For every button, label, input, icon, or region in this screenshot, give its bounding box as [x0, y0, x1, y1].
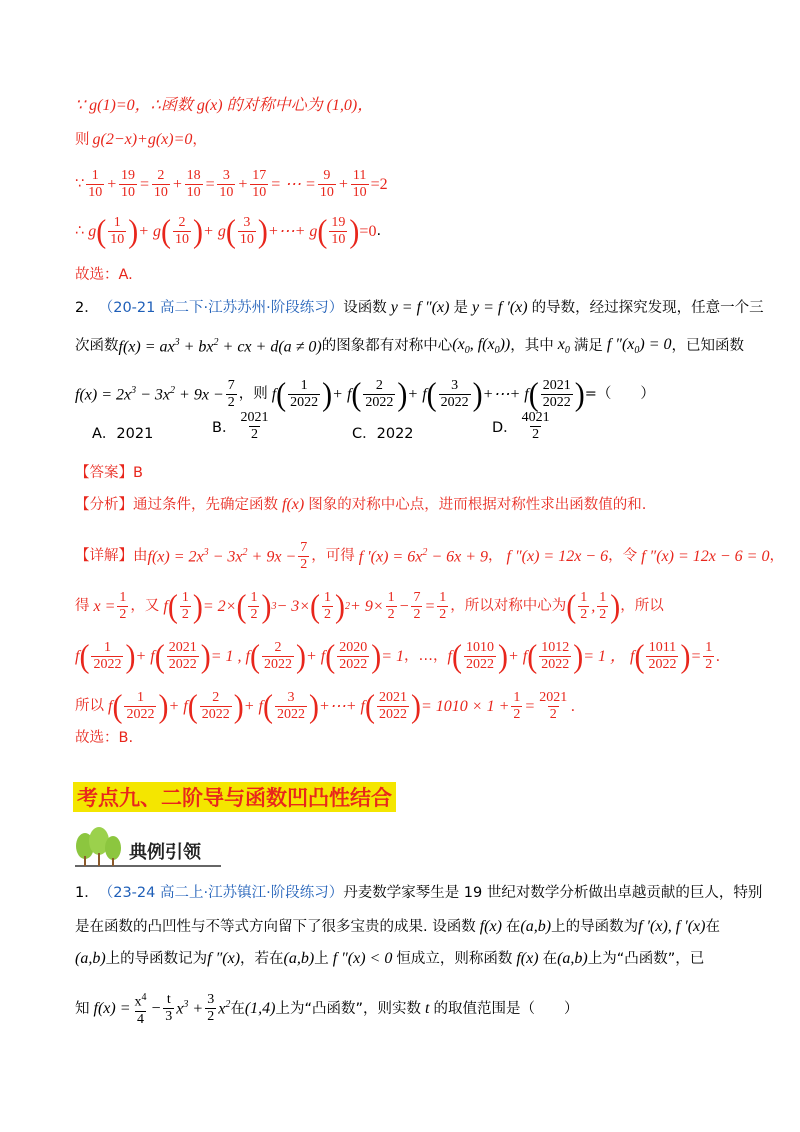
- example-banner: [73, 826, 223, 868]
- answer-line: [75, 268, 730, 283]
- detail-text: ，所以: [620, 598, 664, 615]
- math-expression: g(2−x)+g(x)=0: [92, 131, 193, 148]
- question-1-line-1: [75, 885, 763, 901]
- question-number: 2．: [75, 299, 99, 316]
- detail-row-2: 得 x = $\frac{1}{2}$ ，又 f ( $\frac{1}{2}$ ) = 2× ( $\frac{1}{2}$ ) 3 − 3× ( $\frac{1}{2}$ ) 2 + 9× $\frac{1}{2}$ − $\frac{7}{2}$ = $\frac{1}{2}$ ，所以对称中心为 ( $\frac{1}{2}$ , $\frac{1}{2}$ ) ，所以: [75, 587, 664, 625]
- detail-text: ，所以对称中心为: [450, 598, 567, 615]
- detail-text: 所以: [75, 698, 104, 715]
- detail-row-4: 所以 f ( $\frac{1}{2022}$ ) + f ( $\frac{2}{2022}$ ) + f ( $\frac{3}{2022}$ ) +⋯+ f ( $\frac{2021}{2022}$ ) = 1010 × 1 + $\frac{1}{2}$ = $\frac{2021}{2}$ .: [75, 687, 576, 725]
- tree-icon: [76, 827, 121, 866]
- detail-label: 【详解】: [75, 548, 133, 565]
- option-c-label: C．2022: [352, 426, 414, 442]
- question-text: 设函数: [343, 299, 387, 316]
- question-2-line-1: 2． （20-21 高二下·江苏苏州·阶段练习） 设函数 y = f ″(x) 是 y = f ′(x) 的导数，经过探究发现，任意一个三: [75, 299, 764, 316]
- question-text: 在: [542, 950, 558, 967]
- answer-text: 故选：B.: [75, 730, 134, 746]
- question-2-line-3: $f(x) = 2x^3 - 3x^2 + 9x$ − $\frac{7}{2}$ ，则 f ( $\frac{1}{2022}$ ) + f ( $\frac{2}{2022}$ ) + f ( $\frac{3}{2022}$ ) +⋯+ f ( $\frac{2021}{2022}$ ) =（ ）: [75, 375, 655, 413]
- detail-text: ，令: [608, 548, 638, 565]
- question-text: 是在函数的凸凹性与不等式方向留下了很多宝贵的成果. 设函数: [75, 918, 476, 935]
- solution-text: ∴: [75, 223, 85, 240]
- question-1-line-4: 知 f(x) = $\frac{x^4}{4}$ − $\frac{t}{3}$ $x^3$ + $\frac{3}{2}$ $x^2$ 在 (1,4) 上为“凸函数”，则实数 t 的取值范围是（ ）: [75, 992, 579, 1027]
- question-text: 上的导函数为: [551, 918, 639, 935]
- answer-text: 故选：A.: [75, 267, 133, 283]
- math-expression: =2: [370, 175, 388, 193]
- question-text: 上: [314, 950, 329, 967]
- option-a-label: A．2021: [92, 426, 154, 442]
- detail-row-3: f ( $\frac{1}{2022}$ ) + f ( $\frac{2021}{2022}$ ) = 1 , f ( $\frac{2}{2022}$ ) + f ( $\frac{2020}{2022}$ ) = 1 ，…， f ( $\frac{1010}{2022}$ ) + f ( $\frac{1012}{2022}$ ) = 1 ， f ( $\frac{1011}{2022}$ ) = $\frac{1}{2}$ .: [75, 637, 721, 675]
- question-text: 是: [453, 299, 468, 316]
- question-text: 在: [505, 918, 521, 935]
- question-text: 的图象都有对称中心: [321, 338, 453, 355]
- question-text: =（ ）: [584, 386, 655, 403]
- question-text: 上为“凸函数”，则实数: [275, 1000, 421, 1017]
- option-c[interactable]: [352, 422, 414, 443]
- detail-text: ，: [769, 548, 784, 565]
- question-text: 的取值范围是（ ）: [433, 1000, 579, 1017]
- question-1-line-2: 是在函数的凸凹性与不等式方向留下了很多宝贵的成果. 设函数 f(x) 在 (a,b) 上的导函数为 f ′(x), f ′(x) 在: [75, 918, 720, 935]
- question-text: ，若在: [240, 950, 284, 967]
- section-heading: [73, 782, 396, 812]
- answer-line-2: [75, 731, 730, 746]
- solution-text: 则: [75, 131, 90, 148]
- solution-text: ∵: [75, 176, 85, 193]
- question-text: 满足: [573, 338, 603, 355]
- analysis-label: 【分析】: [75, 496, 133, 513]
- answer-row: [75, 466, 730, 481]
- question-text: 上为“凸函数”，已: [587, 950, 705, 967]
- question-text: 上的导函数记为: [105, 950, 208, 967]
- banner-label: 典例引领: [129, 842, 201, 863]
- math-expression: =0: [359, 222, 377, 240]
- solution-line-1: [75, 98, 730, 114]
- analysis-text: 通过条件，先确定函数: [133, 496, 278, 513]
- solution-line-2: 则 g(2−x)+g(x)=0 ，: [75, 131, 207, 148]
- option-d-label: D．: [492, 420, 518, 436]
- question-text: 丹麦数学家琴生是 19 世纪对数学分析做出卓越贡献的巨人，特别: [343, 885, 763, 901]
- solution-line-3: ∵ $\frac{1}{10}$ + $\frac{19}{10}$ = $\frac{2}{10}$ + $\frac{18}{10}$ = $\frac{3}{10}$ + $\frac{17}{10}$ = ⋯ = $\frac{9}{10}$ + $\frac{11}{10}$ =2: [75, 168, 388, 200]
- detail-text: 得: [75, 598, 90, 615]
- question-1-line-3: (a,b) 上的导函数记为 f ″(x) ，若在 (a,b) 上 f ″(x) < 0 恒成立，则称函数 f(x) 在 (a,b) 上为“凸函数”，已: [75, 950, 705, 967]
- detail-text: ，…，: [404, 648, 448, 665]
- option-a[interactable]: [92, 422, 153, 443]
- detail-text: ，又: [130, 598, 160, 615]
- detail-text: ，: [488, 548, 503, 565]
- detail-text: 由: [133, 548, 148, 565]
- question-text: 知: [75, 1000, 90, 1017]
- detail-row-1: 【详解】 由 $f(x) = 2x^3 - 3x^2 + 9x$ − $\frac{7}{2}$ ，可得 f $'(x) = 6x^2 - 6x + 9$ ， f ″(x) = 12x − 6 ，令 f ″(x) = 12x − 6 = 0 ，: [75, 540, 784, 572]
- question-text: ，其中: [510, 338, 554, 355]
- option-b[interactable]: B． $\frac{2021}{2}$: [212, 410, 269, 442]
- option-d[interactable]: D． $\frac{4021}{2}$: [492, 410, 550, 442]
- section-title: 考点九、二阶导与函数凹凸性结合: [77, 786, 392, 810]
- option-b-label: B．: [212, 420, 237, 436]
- solution-line-4: ∴ g ( $\frac{1}{10}$ ) + g ( $\frac{2}{10}$ ) + g ( $\frac{3}{10}$ ) +⋯+ g ( $\frac{19}{10}$ ) =0 .: [75, 212, 382, 250]
- detail-text: ，可得: [311, 548, 355, 565]
- answer-label: 【答案】: [75, 465, 133, 481]
- analysis-text: 图象的对称中心点，进而根据对称性求出函数值的和.: [308, 496, 647, 513]
- answer-value: B: [133, 465, 143, 481]
- question-text: 次函数: [75, 338, 119, 355]
- question-text: 在: [230, 1000, 245, 1017]
- question-source: （23-24 高二上·江苏镇江·阶段练习）: [98, 885, 344, 901]
- question-text: ，已知函数: [671, 338, 744, 355]
- question-text: ，则: [238, 386, 268, 403]
- question-text: 的导数，经过探究发现，任意一个三: [531, 299, 764, 316]
- question-number: 1．: [75, 885, 99, 901]
- analysis-row: 【分析】 通过条件，先确定函数 f(x) 图象的对称中心点，进而根据对称性求出函数值的和.: [75, 496, 647, 513]
- question-source: （20-21 高二下·江苏苏州·阶段练习）: [98, 299, 344, 316]
- solution-text: ∵ g(1)=0，∴函数 g(x) 的对称中心为 (1,0)，: [75, 97, 374, 114]
- question-2-line-2: 次函数 $f(x) = ax^3 + bx^2$ + cx + d(a ≠ 0) 的图象都有对称中心 ($x_0$, $f(x_0)$) ，其中 $x_0$ 满足 f $''(x_0) = 0$ ，已知函数: [75, 336, 744, 357]
- question-text: 在: [705, 918, 720, 935]
- question-text: 恒成立，则称函数: [396, 950, 513, 967]
